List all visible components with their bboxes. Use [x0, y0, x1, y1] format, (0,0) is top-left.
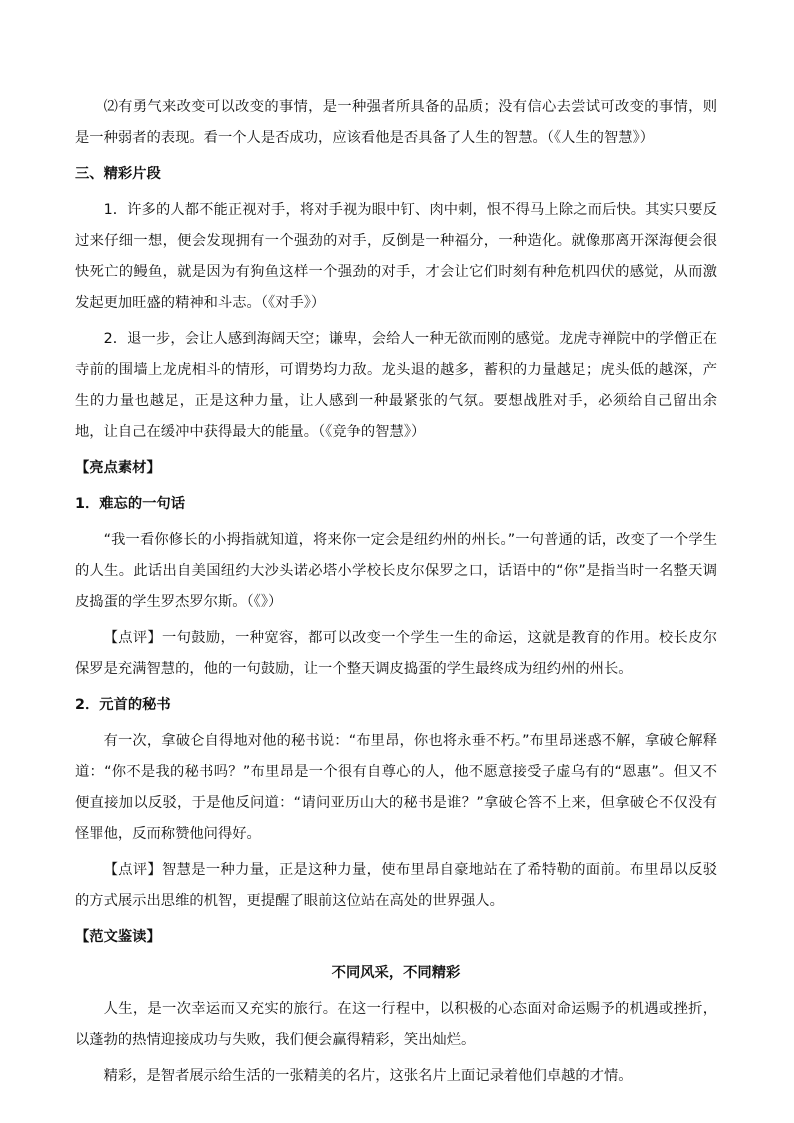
essay-paragraph-2: 精彩，是智者展示给生活的一张精美的名片，这张名片上面记录着他们卓越的才情。 — [103, 1068, 633, 1084]
material-1-comment: 【点评】一句鼓励，一种宽容，都可以改变一个学生一生的命运，这就是教育的作用。校长皮尔保罗是充满智慧的，他的一句鼓励，让一个整天调皮捣蛋的学生最终成为纽约州的州长。 — [75, 630, 717, 677]
material-2-comment: 【点评】智慧是一种力量，正是这种力量，使布里昂自豪地站在了希特勒的面前。布里昂以反驳的方式展示出思维的机智，更提醒了眼前这位站在高处的世界强人。 — [75, 862, 717, 909]
section-3-heading: 三、精彩片段 — [75, 166, 161, 182]
essay-paragraph-1: 人生，是一次幸运而又充实的旅行。在这一行程中，以积极的心态面对命运赐予的机遇或挫折，以蓬勃的热情迎接成功与失败，我们便会赢得精彩，笑出灿烂。 — [75, 1001, 717, 1048]
excerpt-2-paragraph: 2．退一步，会让人感到海阔天空；谦卑，会给人一种无欲而刚的感觉。龙虎寺禅院中的学僧正在寺前的围墙上龙虎相斗的情形，可谓势均力敌。龙头退的越多，蓄积的力量越足；虎头低的越深，产生的力量也越足，正是这种力量，让人感到一种最紧张的气氛。要想战胜对手，必须给自己留出余地，让自己在缓冲中获得最大的能量。（《竞争的智慧》） — [75, 331, 717, 440]
material-1-paragraph: “我一看你修长的小拇指就知道，将来你一定会是纽约州的州长。”一句普通的话，改变了一个学生的人生。此话出自美国纽约大沙头诺必塔小学校长皮尔保罗之口，话语中的“你”是指当时一名整天调皮捣蛋的学生罗杰罗尔斯。（《》） — [75, 532, 717, 610]
material-2-heading: 2．元首的秘书 — [75, 697, 171, 713]
material-1-heading: 1．难忘的一句话 — [75, 496, 186, 512]
excerpt-1-paragraph: 1．许多的人都不能正视对手，将对手视为眼中钉、肉中刺，恨不得马上除之而后快。其实只要反过来仔细一想，便会发现拥有一个强劲的对手，反倒是一种福分，一种造化。就像那离开深海便会很快死亡的鳗鱼，就是因为有狗鱼这样一个强劲的对手，才会让它们时刻有种危机四伏的感觉，从而激发起更加旺盛的精神和斗志。（《对手》） — [75, 202, 717, 311]
model-essay-heading: 【范文鉴读】 — [75, 929, 161, 945]
material-2-paragraph: 有一次，拿破仑自得地对他的秘书说：“布里昂，你也将永垂不朽。”布里昂迷惑不解，拿破仑解释道：“你不是我的秘书吗？”布里昂是一个很有自尊心的人，他不愿意接受子虚乌有的“恩惠”。但又不便直接加以反驳，于是他反问道：“请问亚历山大的秘书是谁？”拿破仑答不上来，但拿破仑不仅没有怪罪他，反而称赞他问得好。 — [75, 733, 717, 842]
quote-2-paragraph: ⑵有勇气来改变可以改变的事情，是一种强者所具备的品质；没有信心去尝试可改变的事情，则是一种弱者的表现。看一个人是否成功，应该看他是否具备了人生的智慧。（《人生的智慧》） — [75, 99, 717, 146]
essay-title: 不同风采，不同精彩 — [331, 965, 461, 981]
highlight-materials-heading: 【亮点素材】 — [75, 460, 161, 476]
